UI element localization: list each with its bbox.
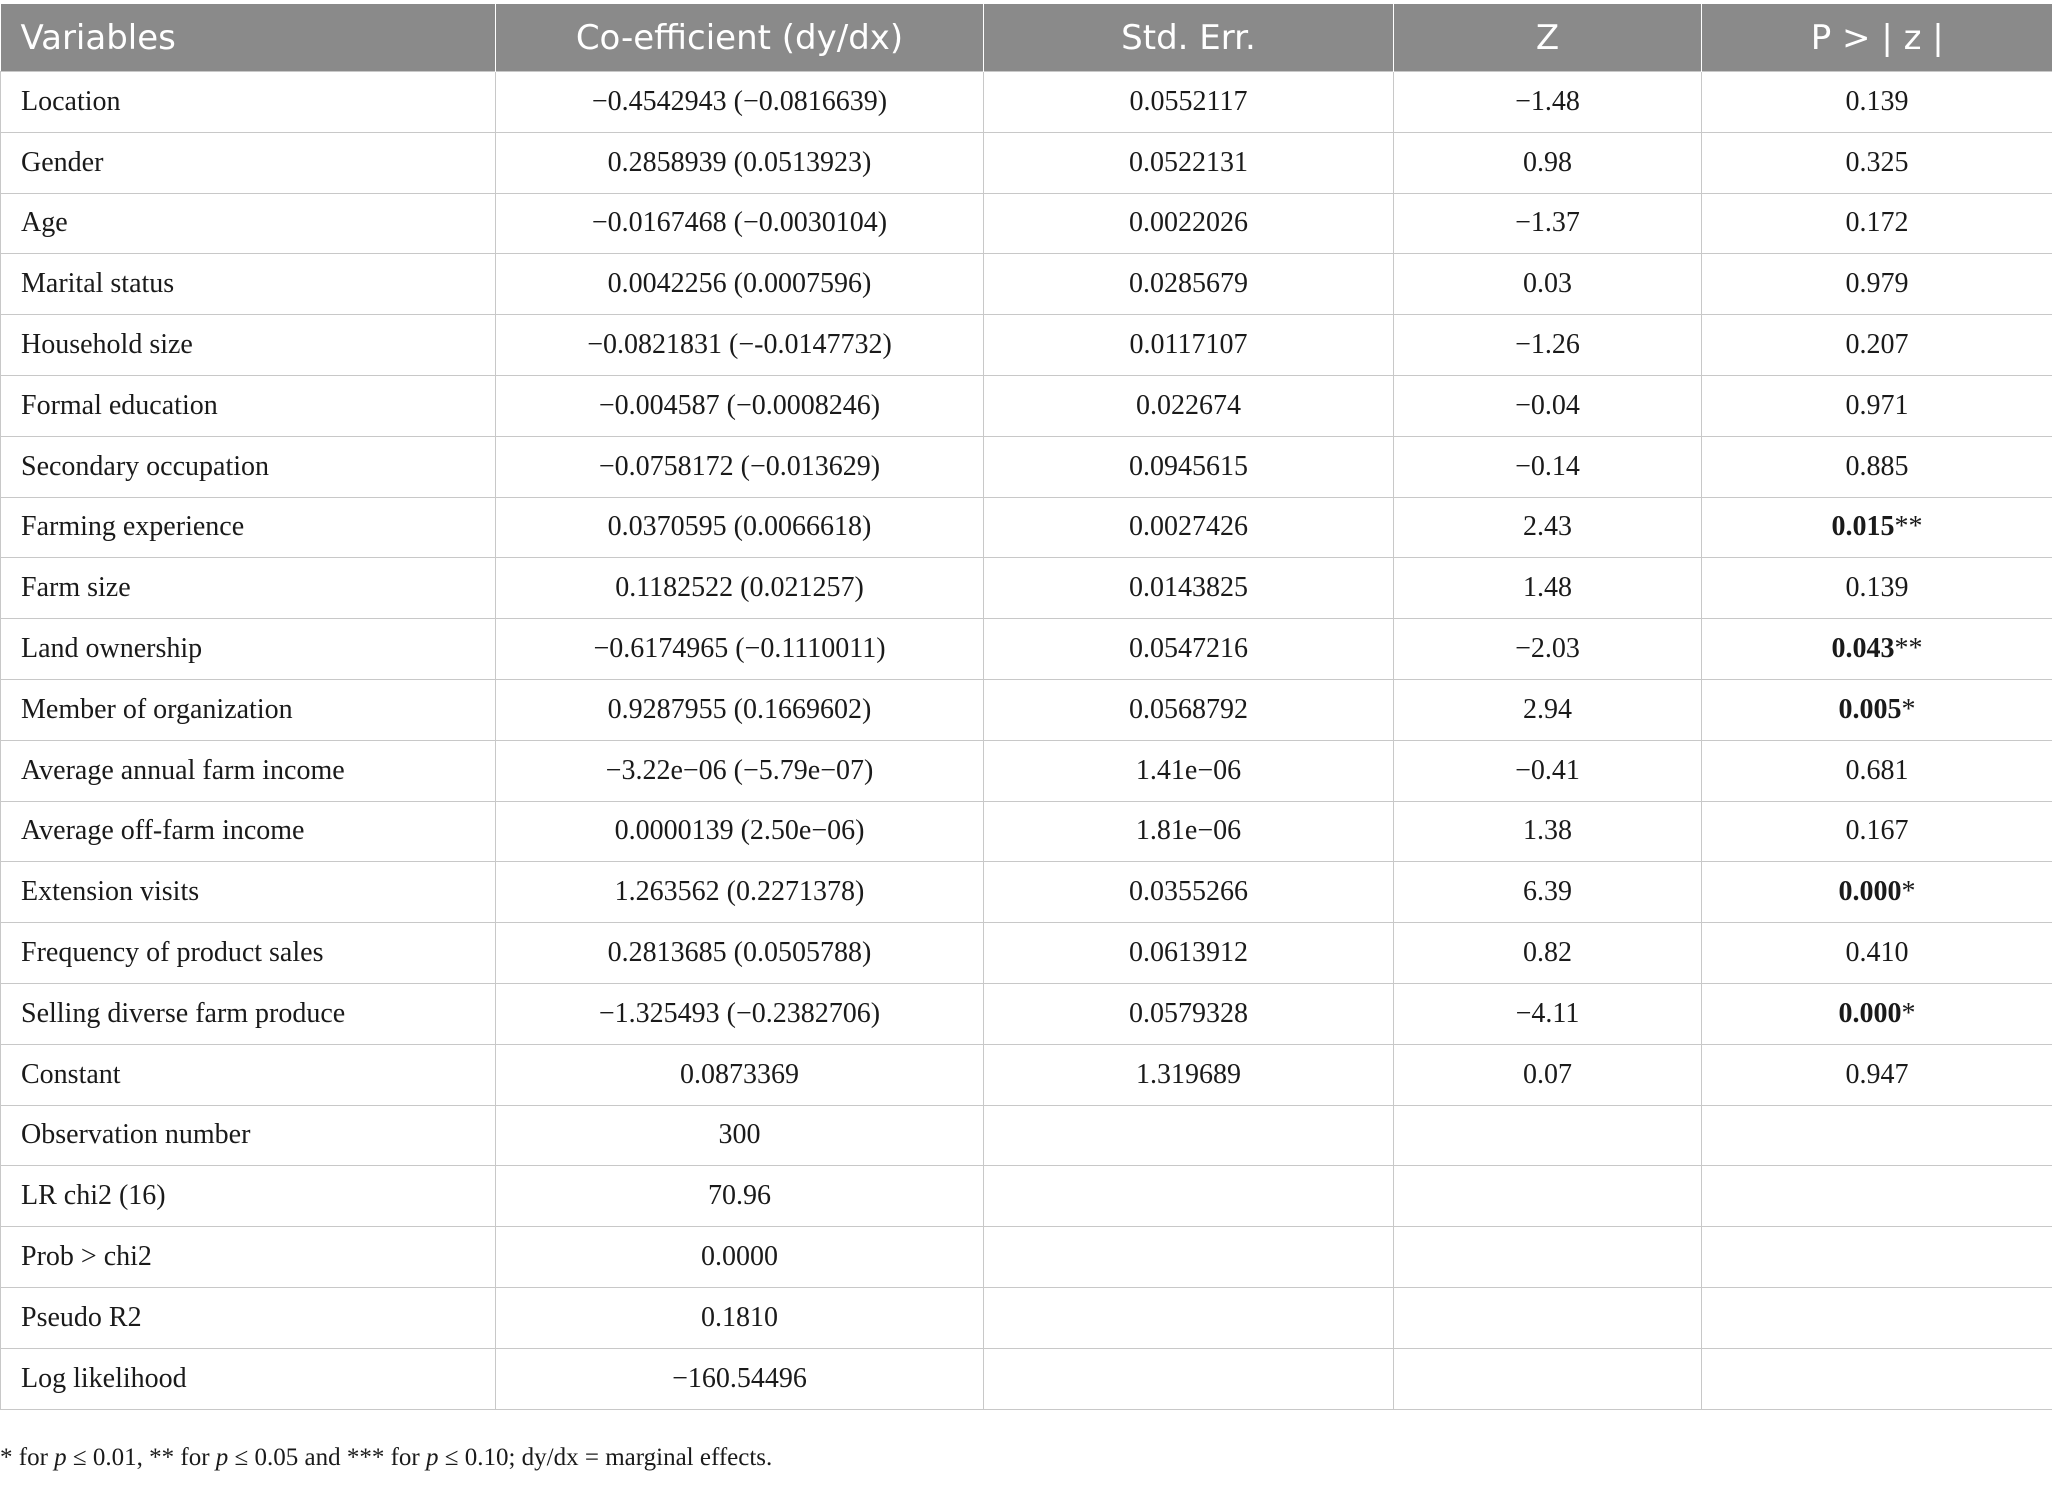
- cell-z: 2.94: [1394, 679, 1702, 740]
- table-row: [1, 619, 2052, 680]
- cell-coefficient: 0.1182522 (0.021257): [496, 558, 984, 619]
- cell-variable: Marital status: [1, 254, 496, 315]
- cell-z: −0.04: [1394, 375, 1702, 436]
- footnote-p-symbol: p: [426, 1444, 439, 1471]
- footnote-part: ≤ 0.10; dy/dx = marginal effects.: [438, 1444, 773, 1471]
- cell-std-err: 0.0522131: [984, 132, 1394, 193]
- cell-std-err: 1.319689: [984, 1044, 1394, 1105]
- cell-std-err: 0.0143825: [984, 558, 1394, 619]
- cell-coefficient: 1.263562 (0.2271378): [496, 862, 984, 923]
- regression-table: [0, 4, 2052, 1410]
- cell-variable: Age: [1, 193, 496, 254]
- cell-z: 1.48: [1394, 558, 1702, 619]
- cell-z: 0.07: [1394, 1044, 1702, 1105]
- cell-p-value: 0.172: [1702, 193, 2052, 254]
- cell-z: −4.11: [1394, 983, 1702, 1044]
- significance-stars: *: [1901, 876, 1916, 908]
- cell-z: 1.38: [1394, 801, 1702, 862]
- cell-p-value: [1702, 1105, 2052, 1166]
- cell-p-value: 0.325: [1702, 132, 2052, 193]
- cell-std-err: 1.41e−06: [984, 740, 1394, 801]
- cell-z: 0.82: [1394, 923, 1702, 984]
- cell-coefficient: 0.0000: [496, 1227, 984, 1288]
- cell-z: −0.41: [1394, 740, 1702, 801]
- cell-p-value: 0.885: [1702, 436, 2052, 497]
- cell-variable: Formal education: [1, 375, 496, 436]
- header-coefficient: Co-efficient (dy/dx): [496, 4, 984, 72]
- cell-coefficient: −0.0821831 (−-0.0147732): [496, 315, 984, 376]
- cell-p-value: [1702, 1287, 2052, 1348]
- table-row: [1, 193, 2052, 254]
- cell-std-err: 0.0579328: [984, 983, 1394, 1044]
- cell-std-err: 0.0945615: [984, 436, 1394, 497]
- cell-std-err: [984, 1287, 1394, 1348]
- table-row: [1, 923, 2052, 984]
- cell-coefficient: 0.9287955 (0.1669602): [496, 679, 984, 740]
- table-row: [1, 72, 2052, 133]
- cell-std-err: 0.022674: [984, 375, 1394, 436]
- cell-p-value: [1702, 679, 2052, 740]
- cell-coefficient: 0.2813685 (0.0505788): [496, 923, 984, 984]
- cell-std-err: 0.0613912: [984, 923, 1394, 984]
- cell-p-value: 0.167: [1702, 801, 2052, 862]
- cell-std-err: 0.0552117: [984, 72, 1394, 133]
- p-value-significant: 0.000: [1838, 997, 1902, 1029]
- table-row: [1, 1287, 2052, 1348]
- cell-variable: Location: [1, 72, 496, 133]
- cell-variable: Land ownership: [1, 619, 496, 680]
- cell-coefficient: 0.2858939 (0.0513923): [496, 132, 984, 193]
- cell-coefficient: −1.325493 (−0.2382706): [496, 983, 984, 1044]
- cell-p-value: 0.979: [1702, 254, 2052, 315]
- table-row: [1, 436, 2052, 497]
- table-row: [1, 679, 2052, 740]
- cell-variable: Member of organization: [1, 679, 496, 740]
- table-row: [1, 375, 2052, 436]
- cell-std-err: 0.0027426: [984, 497, 1394, 558]
- footnote-p-symbol: p: [215, 1444, 229, 1471]
- footnote-part: ≤ 0.01, ** for: [66, 1444, 216, 1471]
- p-value-significant: 0.005: [1838, 693, 1902, 725]
- cell-p-value: [1702, 619, 2052, 680]
- cell-std-err: 0.0547216: [984, 619, 1394, 680]
- cell-coefficient: −3.22e−06 (−5.79e−07): [496, 740, 984, 801]
- cell-z: [1394, 1105, 1702, 1166]
- cell-std-err: [984, 1227, 1394, 1288]
- cell-std-err: 0.0355266: [984, 862, 1394, 923]
- table-row: [1, 983, 2052, 1044]
- cell-p-value: [1702, 497, 2052, 558]
- table-row: [1, 1227, 2052, 1288]
- table-row: [1, 740, 2052, 801]
- cell-coefficient: 0.0370595 (0.0066618): [496, 497, 984, 558]
- cell-variable: Frequency of product sales: [1, 923, 496, 984]
- table-header: [1, 4, 2052, 72]
- cell-variable: Constant: [1, 1044, 496, 1105]
- cell-coefficient: −0.0167468 (−0.0030104): [496, 193, 984, 254]
- cell-z: [1394, 1227, 1702, 1288]
- cell-p-value: 0.681: [1702, 740, 2052, 801]
- cell-variable: Selling diverse farm produce: [1, 983, 496, 1044]
- cell-z: −1.37: [1394, 193, 1702, 254]
- cell-coefficient: −160.54496: [496, 1348, 984, 1409]
- table-body: [1, 72, 2052, 1410]
- table-row: [1, 497, 2052, 558]
- cell-coefficient: −0.4542943 (−0.0816639): [496, 72, 984, 133]
- cell-coefficient: 0.1810: [496, 1287, 984, 1348]
- cell-variable: Gender: [1, 132, 496, 193]
- cell-std-err: 0.0022026: [984, 193, 1394, 254]
- cell-p-value: 0.207: [1702, 315, 2052, 376]
- cell-z: [1394, 1287, 1702, 1348]
- cell-p-value: [1702, 983, 2052, 1044]
- cell-p-value: 0.947: [1702, 1044, 2052, 1105]
- cell-coefficient: 70.96: [496, 1166, 984, 1227]
- table-row: [1, 315, 2052, 376]
- cell-z: [1394, 1348, 1702, 1409]
- cell-coefficient: −0.6174965 (−0.1110011): [496, 619, 984, 680]
- cell-std-err: 0.0117107: [984, 315, 1394, 376]
- header-z: Z: [1394, 4, 1702, 72]
- cell-variable: LR chi2 (16): [1, 1166, 496, 1227]
- p-value-significant: 0.015: [1831, 511, 1895, 543]
- cell-z: −1.26: [1394, 315, 1702, 376]
- cell-p-value: [1702, 1348, 2052, 1409]
- table-row: [1, 862, 2052, 923]
- cell-variable: Farm size: [1, 558, 496, 619]
- cell-std-err: [984, 1105, 1394, 1166]
- table-row: [1, 558, 2052, 619]
- cell-std-err: 0.0568792: [984, 679, 1394, 740]
- cell-p-value: [1702, 1166, 2052, 1227]
- cell-z: 2.43: [1394, 497, 1702, 558]
- cell-std-err: 1.81e−06: [984, 801, 1394, 862]
- cell-variable: Log likelihood: [1, 1348, 496, 1409]
- cell-p-value: [1702, 1227, 2052, 1288]
- header-variables: Variables: [1, 4, 496, 72]
- cell-coefficient: −0.0758172 (−0.013629): [496, 436, 984, 497]
- cell-coefficient: 0.0873369: [496, 1044, 984, 1105]
- cell-variable: Prob > chi2: [1, 1227, 496, 1288]
- cell-variable: Observation number: [1, 1105, 496, 1166]
- cell-z: −1.48: [1394, 72, 1702, 133]
- cell-coefficient: 300: [496, 1105, 984, 1166]
- cell-z: 6.39: [1394, 862, 1702, 923]
- footnote-part: * for: [0, 1444, 55, 1471]
- cell-coefficient: −0.004587 (−0.0008246): [496, 375, 984, 436]
- table-row: [1, 254, 2052, 315]
- regression-table-wrapper: [0, 4, 2052, 1410]
- cell-variable: Farming experience: [1, 497, 496, 558]
- significance-stars: **: [1894, 633, 1923, 665]
- cell-variable: Pseudo R2: [1, 1287, 496, 1348]
- footnote-p-symbol: p: [54, 1444, 67, 1471]
- table-row: [1, 1105, 2052, 1166]
- cell-z: 0.98: [1394, 132, 1702, 193]
- cell-p-value: 0.139: [1702, 72, 2052, 133]
- table-row: [1, 132, 2052, 193]
- significance-stars: *: [1901, 997, 1916, 1029]
- header-std-err: Std. Err.: [984, 4, 1394, 72]
- cell-z: −0.14: [1394, 436, 1702, 497]
- significance-stars: **: [1894, 511, 1923, 543]
- cell-std-err: 0.0285679: [984, 254, 1394, 315]
- table-row: [1, 1166, 2052, 1227]
- significance-stars: *: [1901, 693, 1916, 725]
- footnote-part: ≤ 0.05 and *** for: [228, 1444, 426, 1471]
- cell-variable: Household size: [1, 315, 496, 376]
- p-value-significant: 0.043: [1831, 633, 1895, 665]
- cell-std-err: [984, 1166, 1394, 1227]
- cell-z: −2.03: [1394, 619, 1702, 680]
- table-row: [1, 1348, 2052, 1409]
- header-p-value: P > | z |: [1702, 4, 2052, 72]
- table-row: [1, 801, 2052, 862]
- cell-variable: Secondary occupation: [1, 436, 496, 497]
- cell-coefficient: 0.0000139 (2.50e−06): [496, 801, 984, 862]
- cell-variable: Average annual farm income: [1, 740, 496, 801]
- cell-z: [1394, 1166, 1702, 1227]
- cell-p-value: 0.410: [1702, 923, 2052, 984]
- cell-p-value: [1702, 862, 2052, 923]
- cell-variable: Average off-farm income: [1, 801, 496, 862]
- table-footnote: [0, 1444, 772, 1472]
- cell-p-value: 0.971: [1702, 375, 2052, 436]
- p-value-significant: 0.000: [1838, 876, 1902, 908]
- cell-std-err: [984, 1348, 1394, 1409]
- cell-coefficient: 0.0042256 (0.0007596): [496, 254, 984, 315]
- cell-p-value: 0.139: [1702, 558, 2052, 619]
- cell-variable: Extension visits: [1, 862, 496, 923]
- header-row: [1, 4, 2052, 72]
- table-row: [1, 1044, 2052, 1105]
- cell-z: 0.03: [1394, 254, 1702, 315]
